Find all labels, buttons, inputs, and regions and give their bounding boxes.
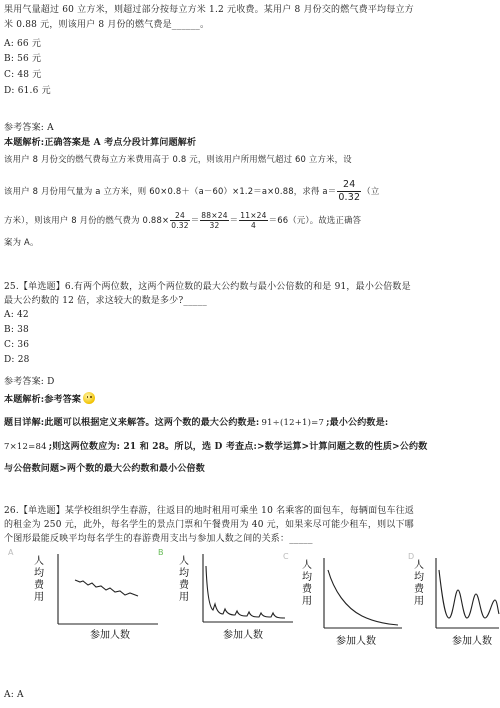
curve — [439, 570, 499, 618]
graph-b — [175, 552, 295, 644]
x-axis-label: 参加人数 — [223, 630, 263, 641]
curve — [328, 570, 398, 625]
graph-d — [412, 556, 500, 648]
fraction-numerator: 24 — [337, 179, 361, 192]
q25-explanation-line-1 — [4, 417, 388, 429]
fraction-denominator: 4 — [250, 221, 256, 230]
y-label-char: 用 — [302, 596, 312, 607]
graph-a — [30, 552, 160, 644]
q25-option-a: A: 42 — [4, 310, 29, 320]
q-prev-text-line-2: 米 0.88 元，则该用户 8 月份的燃气费是______。 — [4, 20, 210, 30]
fraction-numerator: 24 — [170, 211, 190, 221]
graph-c-label: C — [283, 552, 289, 561]
graph-d-label: D — [408, 552, 415, 561]
fraction-a — [337, 179, 361, 204]
fraction-1 — [170, 211, 190, 230]
q25-analysis-title — [4, 392, 95, 406]
y-label-char: 费 — [179, 580, 189, 591]
q25-explanation-line-2 — [4, 441, 427, 453]
y-label-char: 用 — [414, 596, 424, 607]
y-label-char: 均 — [34, 568, 44, 579]
curve — [206, 566, 285, 618]
y-label-char: 费 — [414, 584, 424, 595]
q-prev-option-d: D: 61.6 元 — [4, 86, 51, 96]
explanation-text: 题目详解:此题可以根据定义来解答。这两个数的最大公约数是: — [4, 418, 260, 428]
q25-explanation-line-3: 与公倍数问题>两个数的最大公约数和最小公倍数 — [4, 464, 205, 474]
equals-sign: ＝ — [229, 215, 239, 225]
fraction-denominator: 32 — [209, 221, 220, 230]
q25-option-d: D: 28 — [4, 355, 30, 365]
q26-text-line-1: 26.【单选题】某学校组织学生春游，往返目的地时租用可乘坐 10 名乘客的面包车，每辆面包车往返 — [4, 506, 415, 516]
fraction-2 — [200, 211, 228, 230]
y-label-char: 均 — [179, 568, 189, 579]
q25-text-line-2: 最大公约数的 12 倍，求这较大的数是多少?_____ — [4, 296, 207, 306]
y-label-char: 人 — [302, 560, 312, 571]
y-label-char: 用 — [34, 592, 44, 603]
q-prev-option-b: B: 56 元 — [4, 54, 42, 64]
q26-text-line-2: 的租金为 250 元，此外，每名学生的景点门票和午餐费用为 40 元，如果来尽可能少租车，则以下哪 — [4, 520, 414, 530]
q25-text-line-1: 25.【单选题】6.有两个两位数，这两个两位数的最大公约数与最小公倍数的和是 91，最小公倍数是 — [4, 282, 411, 292]
curve — [75, 580, 138, 596]
q-prev-answer: 参考答案: A — [4, 123, 54, 133]
y-label-char: 费 — [302, 584, 312, 595]
y-label-char: 用 — [179, 592, 189, 603]
math-expression: 91÷(12+1)=7 — [261, 418, 325, 428]
explanation-text: （立 — [362, 186, 380, 196]
y-label-char: 均 — [302, 572, 312, 583]
y-label-char: 均 — [414, 572, 424, 583]
x-axis-label: 参加人数 — [452, 636, 492, 647]
math-expression: 7×12=84 — [4, 442, 47, 452]
graph-b-label: B — [158, 548, 164, 557]
explanation-text: ;最小公约数是: — [326, 418, 389, 428]
graph-a-label: A — [8, 548, 14, 557]
analysis-title-text: 本题解析:参考答案 — [4, 395, 82, 405]
x-axis-label: 参加人数 — [336, 636, 376, 647]
q26-text-line-3: 个图形最能反映平均每名学生的春游费用支出与参加人数之间的关系：_____ — [4, 534, 313, 544]
q25-option-c: C: 36 — [4, 340, 30, 350]
q-prev-option-c: C: 48 元 — [4, 70, 42, 80]
q25-option-b: B: 38 — [4, 325, 29, 335]
y-label-char: 人 — [414, 560, 424, 571]
explanation-text: ;则这两位数应为: 21 和 28。所以，选 D 考查点:>数学运算>计算问题之数的性质>公约数 — [48, 442, 428, 452]
y-label-char: 人 — [34, 556, 44, 567]
q-prev-option-a: A: 66 元 — [4, 39, 42, 49]
fraction-denominator: 0.32 — [338, 192, 361, 203]
q-prev-explanation-line-1: 该用户 8 月份交的燃气费每立方米费用高于 0.8 元，则该用户所用燃气超过 60 立方米，设 — [4, 154, 352, 164]
fraction-numerator: 88×24 — [201, 211, 228, 220]
q-prev-analysis-title: 本题解析:正确答案是 A 考点分段计算问题解析 — [4, 138, 197, 148]
x-axis-label: 参加人数 — [90, 630, 130, 641]
y-label-char: 费 — [34, 580, 44, 591]
q26-option-a: A: A — [4, 690, 24, 700]
smiley-emoji-icon — [83, 392, 95, 404]
equals-sign: ＝ — [190, 215, 200, 225]
q-prev-text-line-1: 果用气量超过 60 立方米，则超过部分按每立方米 1.2 元收费。某用户 8 月份交的燃气费平均每立方 — [4, 5, 414, 15]
q-prev-explanation-line-4: 案为 A。 — [4, 237, 39, 247]
fraction-3 — [239, 211, 267, 230]
q-prev-explanation-line-3 — [4, 207, 361, 233]
fraction-denominator: 0.32 — [171, 221, 189, 230]
explanation-text: ＝66（元）。故选正确答 — [268, 215, 362, 225]
graph-c — [298, 556, 404, 648]
y-label-char: 人 — [179, 556, 189, 567]
explanation-text: 方米），则该用户 8 月份的燃气费为 0.88× — [4, 215, 170, 225]
explanation-text: 该用户 8 月份用气量为 a 立方米，则 60×0.8＋（a－60）×1.2＝a×0.88，求得 a＝ — [4, 186, 337, 196]
q-prev-explanation-line-2 — [4, 176, 379, 206]
fraction-numerator: 11×24 — [240, 211, 267, 220]
q25-answer: 参考答案: D — [4, 377, 55, 387]
